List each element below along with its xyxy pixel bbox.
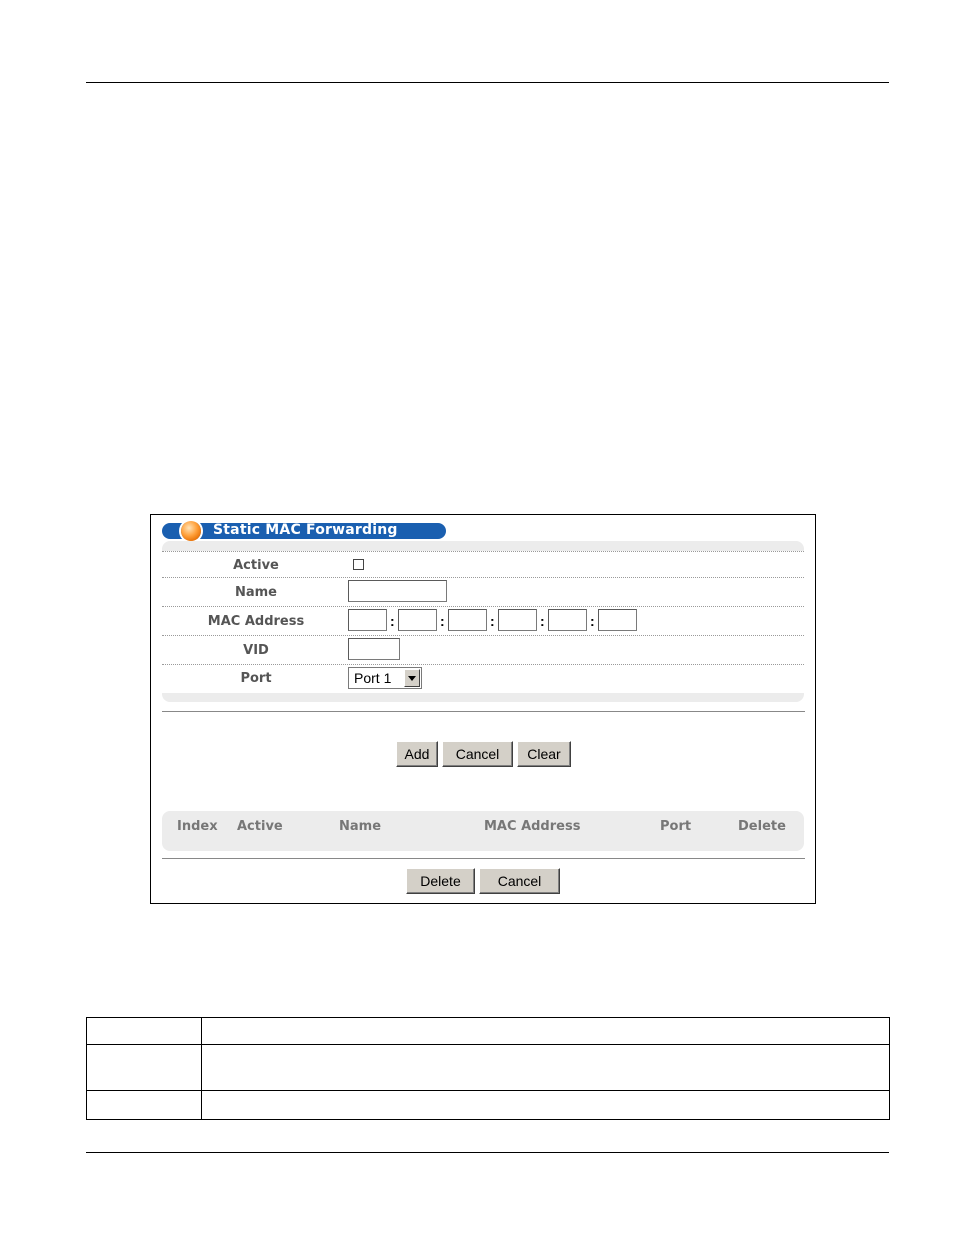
vid-input[interactable] [348,638,400,660]
column-header-index: Index [177,819,218,834]
cancel-button[interactable]: Cancel [442,741,513,767]
clear-button[interactable]: Clear [517,741,571,767]
name-label: Name [234,585,277,600]
port-label: Port [240,671,272,686]
mac-separator: : [540,613,545,629]
name-input[interactable] [348,580,447,602]
page-footer-rule [86,1152,889,1153]
delete-button[interactable]: Delete [406,868,475,894]
panel-title-bar [162,523,446,539]
page-header-rule [86,82,889,83]
table-column-divider [201,1018,202,1119]
form-row-mac-address [162,606,804,635]
form-row-active [162,551,804,577]
mac-octet-3-input[interactable] [448,609,487,631]
column-header-mac-address: MAC Address [484,819,581,834]
mac-separator: : [440,613,445,629]
orb-icon [181,521,201,541]
form-row-vid [162,635,804,664]
list-cancel-button[interactable]: Cancel [479,868,560,894]
chevron-down-icon[interactable] [404,669,420,687]
active-label: Active [233,558,279,573]
mac-address-label: MAC Address [207,614,305,629]
mac-octet-5-input[interactable] [548,609,587,631]
panel-title: Static MAC Forwarding [213,522,398,538]
mac-octet-6-input[interactable] [598,609,637,631]
table-row [87,1045,889,1091]
list-divider [162,858,805,859]
column-header-delete: Delete [738,819,786,834]
static-mac-forwarding-screen [150,514,816,904]
active-checkbox[interactable] [353,559,364,570]
mac-octet-2-input[interactable] [398,609,437,631]
mac-octet-1-input[interactable] [348,609,387,631]
mac-separator: : [390,613,395,629]
port-select[interactable] [348,667,422,689]
mac-separator: : [490,613,495,629]
port-selected-value: Port 1 [354,670,392,686]
static-mac-form [162,541,804,702]
form-divider [162,711,805,712]
static-mac-list-header [162,811,804,851]
add-button[interactable]: Add [396,741,438,767]
column-header-port: Port [660,819,692,834]
form-row-name [162,577,804,606]
field-description-table [86,1017,890,1120]
mac-separator: : [590,613,595,629]
form-row-port [162,664,804,693]
table-row [87,1018,889,1045]
mac-octet-4-input[interactable] [498,609,537,631]
vid-label: VID [243,643,269,658]
column-header-active: Active [237,819,283,834]
table-row [87,1091,889,1119]
column-header-name: Name [339,819,382,834]
